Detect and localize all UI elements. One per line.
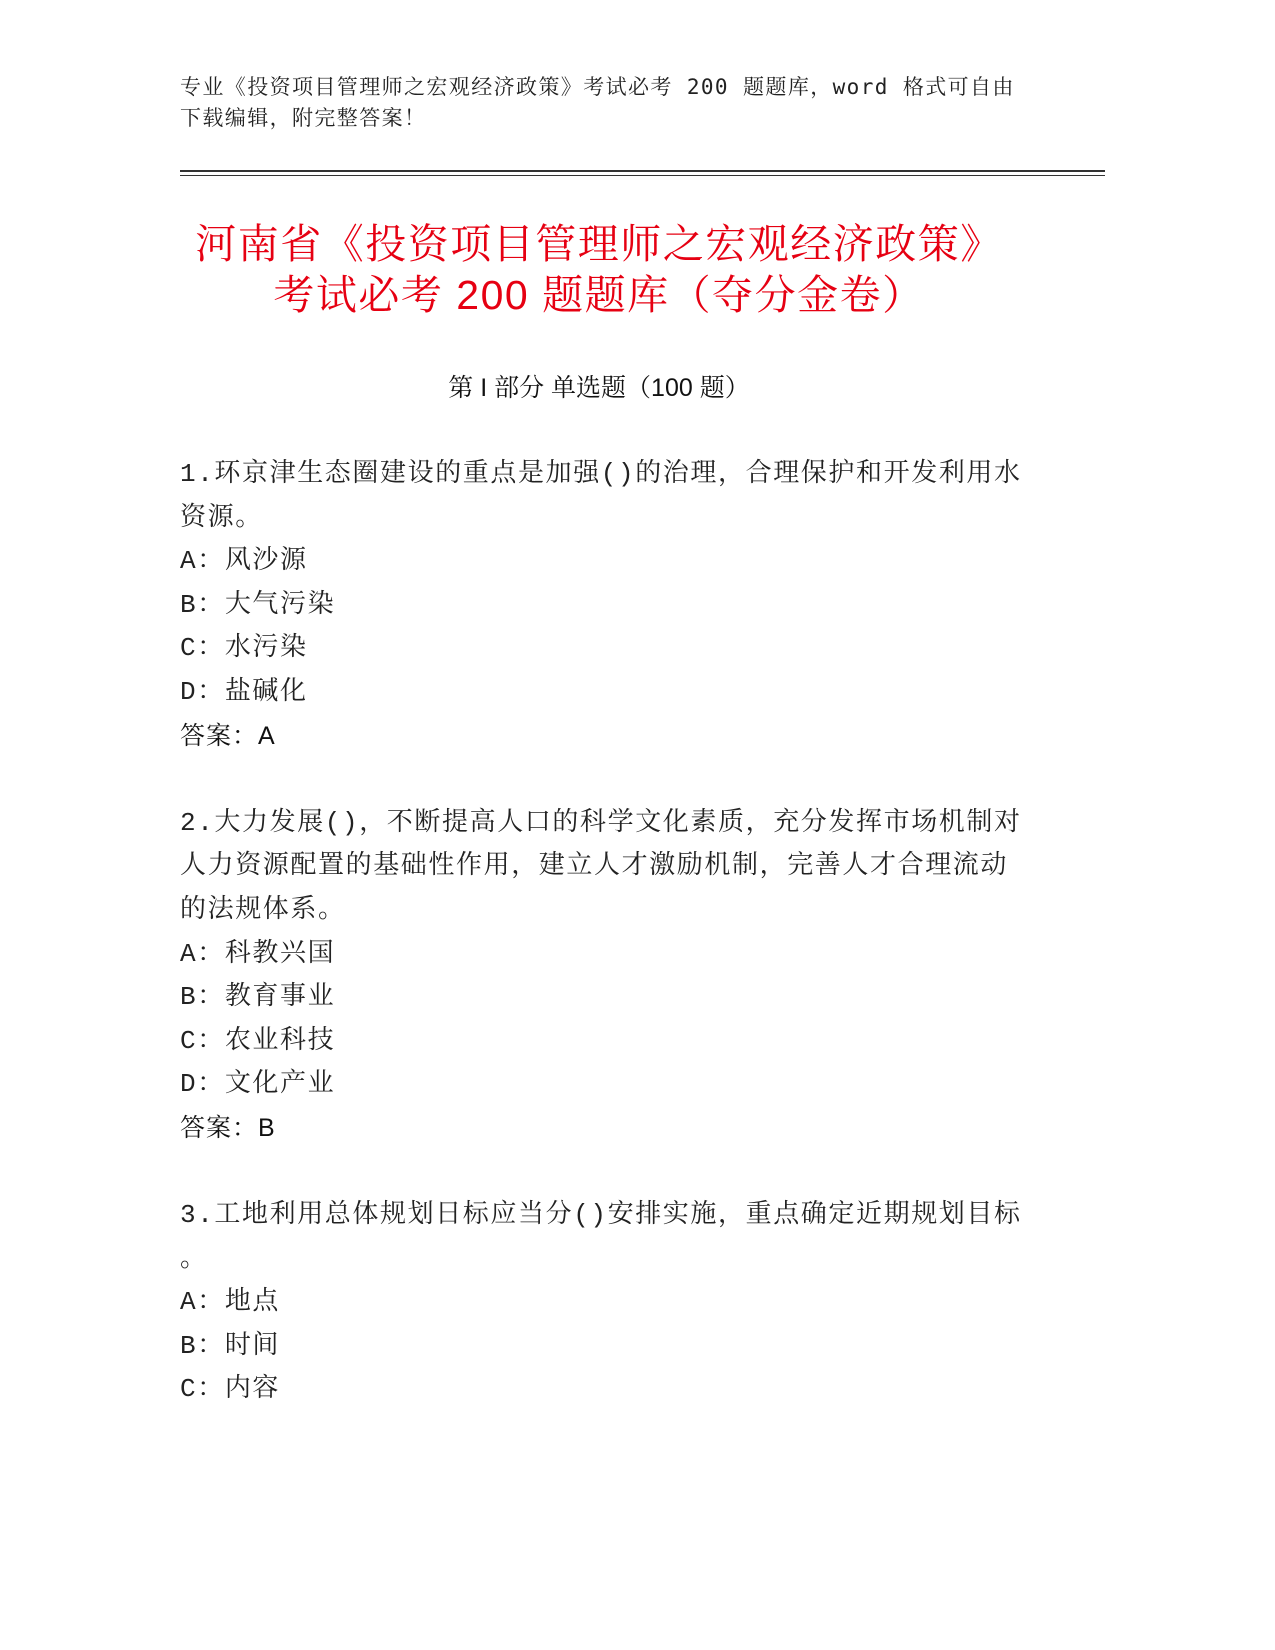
header-rule-thin xyxy=(180,175,1105,176)
option-c xyxy=(180,1020,1120,1064)
answer: 答案：B xyxy=(180,1113,276,1142)
question-text-line: 资源。 xyxy=(180,502,263,533)
header-line: 专业《投资项目管理师之宏观经济政策》考试必考 200 题题库，word 格式可自由 xyxy=(180,75,1015,99)
question-text-line: 人力资源配置的基础性作用，建立人才激励机制，完善人才合理流动 xyxy=(180,851,1009,882)
option-label: A： xyxy=(180,1287,225,1318)
option-text: 风沙源 xyxy=(224,546,308,577)
option-text: 盐碱化 xyxy=(224,676,308,707)
option-label: B： xyxy=(180,1330,225,1361)
option-label: C： xyxy=(180,633,225,664)
option-text: 农业科技 xyxy=(224,1025,336,1056)
option-text: 内容 xyxy=(224,1374,281,1405)
option-text: 文化产业 xyxy=(224,1069,336,1100)
option-d xyxy=(180,1063,1120,1107)
header-note xyxy=(180,72,1015,134)
option-label: C： xyxy=(180,1025,225,1056)
header-line: 下载编辑，附完整答案！ xyxy=(180,106,427,130)
option-label: D： xyxy=(180,1069,225,1100)
option-label: A： xyxy=(180,938,225,969)
option-a xyxy=(180,1281,1120,1325)
option-text: 时间 xyxy=(224,1330,281,1361)
option-b xyxy=(180,584,1120,628)
question-text-line: 1.环京津生态圈建设的重点是加强()的治理，合理保护和开发利用水 xyxy=(180,459,1022,489)
option-text: 科教兴国 xyxy=(224,938,336,969)
option-a xyxy=(180,933,1120,977)
question xyxy=(180,1194,1120,1412)
question-list xyxy=(180,453,1120,1456)
option-d xyxy=(180,671,1120,715)
option-a xyxy=(180,540,1120,584)
option-label: C： xyxy=(180,1374,225,1405)
option-text: 教育事业 xyxy=(224,982,336,1013)
document-title xyxy=(180,219,1018,321)
section-heading: 第 I 部分 单选题（100 题） xyxy=(448,374,750,402)
option-label: B： xyxy=(180,589,225,620)
option-c xyxy=(180,1368,1120,1412)
title-line: 河南省《投资项目管理师之宏观经济政策》 xyxy=(195,221,1003,267)
option-label: B： xyxy=(180,982,225,1013)
title-line: 考试必考 200 题题库（夺分金卷） xyxy=(273,272,925,318)
answer: 答案：A xyxy=(180,721,276,750)
option-label: D： xyxy=(180,676,225,707)
option-text: 大气污染 xyxy=(224,589,336,620)
question-text-line: 3.工地利用总体规划日标应当分()安排实施，重点确定近期规划目标 xyxy=(180,1200,1022,1231)
option-label: A： xyxy=(180,546,225,577)
option-b xyxy=(180,976,1120,1020)
question-text-line: 2.大力发展()，不断提高人口的科学文化素质，充分发挥市场机制对 xyxy=(180,807,1022,838)
question-text-line: 。 xyxy=(180,1243,208,1274)
question-text-line: 的法规体系。 xyxy=(180,894,346,925)
question xyxy=(180,453,1120,758)
header-rule-thick xyxy=(180,170,1105,172)
question xyxy=(180,802,1120,1151)
option-text: 水污染 xyxy=(224,633,308,664)
option-text: 地点 xyxy=(224,1287,281,1318)
option-c xyxy=(180,627,1120,671)
option-b xyxy=(180,1325,1120,1369)
